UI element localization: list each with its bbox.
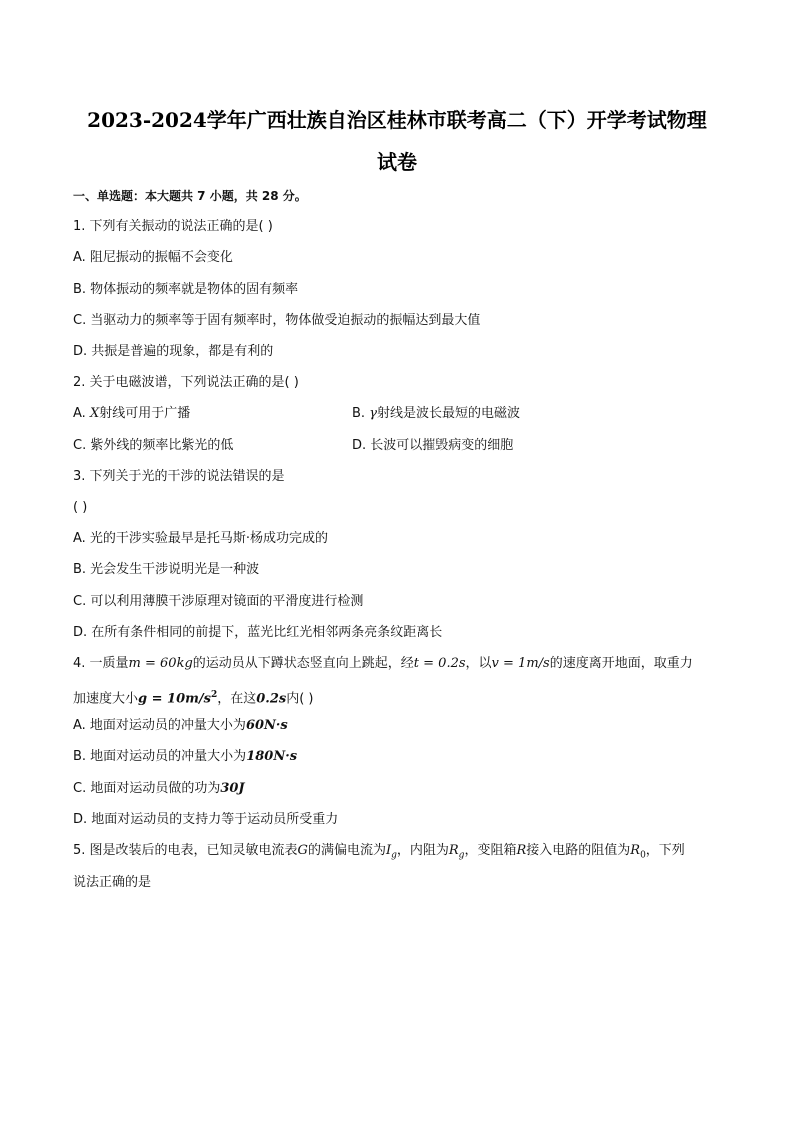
q4-velocity-expr: v = 1m/s [491, 656, 550, 671]
q2-option-d: D. 长波可以摧毁病变的细胞 [352, 438, 514, 453]
q4-text-5: 加速度大小 [73, 691, 139, 707]
q3-option-d: D. 在所有条件相同的前提下，蓝光比红光相邻两条亮条纹距离长 [73, 625, 443, 640]
q1-option-b: B. 物体振动的频率就是物体的固有频率 [73, 282, 299, 297]
q4-text-2: 的运动员从下蹲状态竖直向上跳起，经 [192, 656, 414, 671]
q4-text-7: 内( ) [286, 691, 314, 707]
q4-option-b [73, 748, 297, 766]
q4-c-text: C. 地面对运动员做的功为 [73, 781, 221, 796]
q4-time-expr: t = 0.2s [413, 656, 466, 671]
q1-option-a: A. 阻尼振动的振幅不会变化 [73, 250, 233, 265]
q4-text-6: ，在这 [217, 691, 257, 707]
q5-internal-resistance-subscript: g [458, 850, 465, 861]
q2-a-prefix: A. [73, 406, 90, 421]
q5-text-3: ，内阻为 [396, 843, 449, 858]
q1-stem: 1. 下列有关振动的说法正确的是( ) [73, 219, 273, 234]
q4-stem-line2 [73, 686, 313, 708]
q4-gravity-expr: g = 10m/s [138, 691, 211, 707]
q4-text-3: ，以 [465, 656, 492, 671]
q1-option-d: D. 共振是普遍的现象，都是有利的 [73, 344, 274, 359]
q4-option-c [73, 780, 245, 798]
q5-current-subscript: g [391, 850, 397, 861]
q3-option-b: B. 光会发生干涉说明光是一种波 [73, 562, 260, 577]
q2-b-symbol: γ [369, 406, 377, 421]
q1-option-c: C. 当驱动力的频率等于固有频率时，物体做受迫振动的振幅达到最大值 [73, 313, 481, 328]
q4-mass-expr: m = 60kg [128, 656, 193, 671]
q4-option-d: D. 地面对运动员的支持力等于运动员所受重力 [73, 812, 339, 827]
q4-b-value: 180N·s [246, 749, 298, 764]
q4-option-a [73, 717, 288, 735]
q4-b-text: B. 地面对运动员的冲量大小为 [73, 749, 247, 764]
q5-current-symbol: I [385, 843, 392, 858]
q4-gravity-exponent: 2 [210, 690, 218, 700]
q5-stem-line1 [73, 842, 685, 865]
q5-galvanometer-symbol: G [297, 843, 308, 858]
exam-title-line1: 2023-2024学年广西壮族自治区桂林市联考高二（下）开学考试物理 [87, 108, 707, 132]
q2-option-a [73, 405, 190, 423]
q5-stem-line2: 说法正确的是 [73, 875, 152, 890]
q3-answer-paren: ( ) [73, 500, 88, 515]
q2-option-b [352, 405, 520, 423]
q3-stem: 3. 下列关于光的干涉的说法错误的是 [73, 469, 285, 484]
q5-text-1: 5. 图是改装后的电表，已知灵敏电流表 [73, 843, 298, 858]
exam-title-line2: 试卷 [377, 150, 417, 174]
q4-a-text: A. 地面对运动员的冲量大小为 [73, 718, 246, 733]
q5-text-6: ，下列 [645, 843, 685, 858]
q5-rheostat-symbol: R [516, 843, 527, 858]
q2-a-symbol: X [89, 406, 100, 421]
q3-option-a: A. 光的干涉实验最早是托马斯·杨成功完成的 [73, 531, 329, 546]
q4-text-1: 4. 一质量 [73, 656, 129, 671]
q3-option-c: C. 可以利用薄膜干涉原理对镜面的平滑度进行检测 [73, 594, 364, 609]
q2-b-text: 射线是波长最短的电磁波 [376, 406, 520, 421]
q4-text-4: 的速度离开地面，取重力 [549, 656, 693, 671]
q4-a-value: 60N·s [245, 718, 288, 733]
section-heading-single-choice: 一、单选题：本大题共 7 小题，共 28 分。 [73, 189, 307, 203]
q5-resistance-value-subscript: 0 [640, 850, 646, 861]
q4-c-value: 30J [220, 781, 245, 796]
q5-text-4: ，变阻箱 [464, 843, 517, 858]
q2-stem: 2. 关于电磁波谱，下列说法正确的是( ) [73, 375, 299, 390]
q5-internal-resistance-symbol: R [448, 843, 459, 858]
q5-text-2: 的满偏电流为 [307, 843, 386, 858]
q2-b-prefix: B. [352, 406, 370, 421]
q2-a-text: 射线可用于广播 [99, 406, 191, 421]
q2-option-c: C. 紫外线的频率比紫光的低 [73, 438, 234, 453]
q5-text-5: 接入电路的阻值为 [526, 843, 631, 858]
q5-resistance-value-symbol: R [630, 843, 641, 858]
q4-stem-line1 [73, 655, 693, 673]
q4-duration: 0.2s [256, 691, 287, 707]
